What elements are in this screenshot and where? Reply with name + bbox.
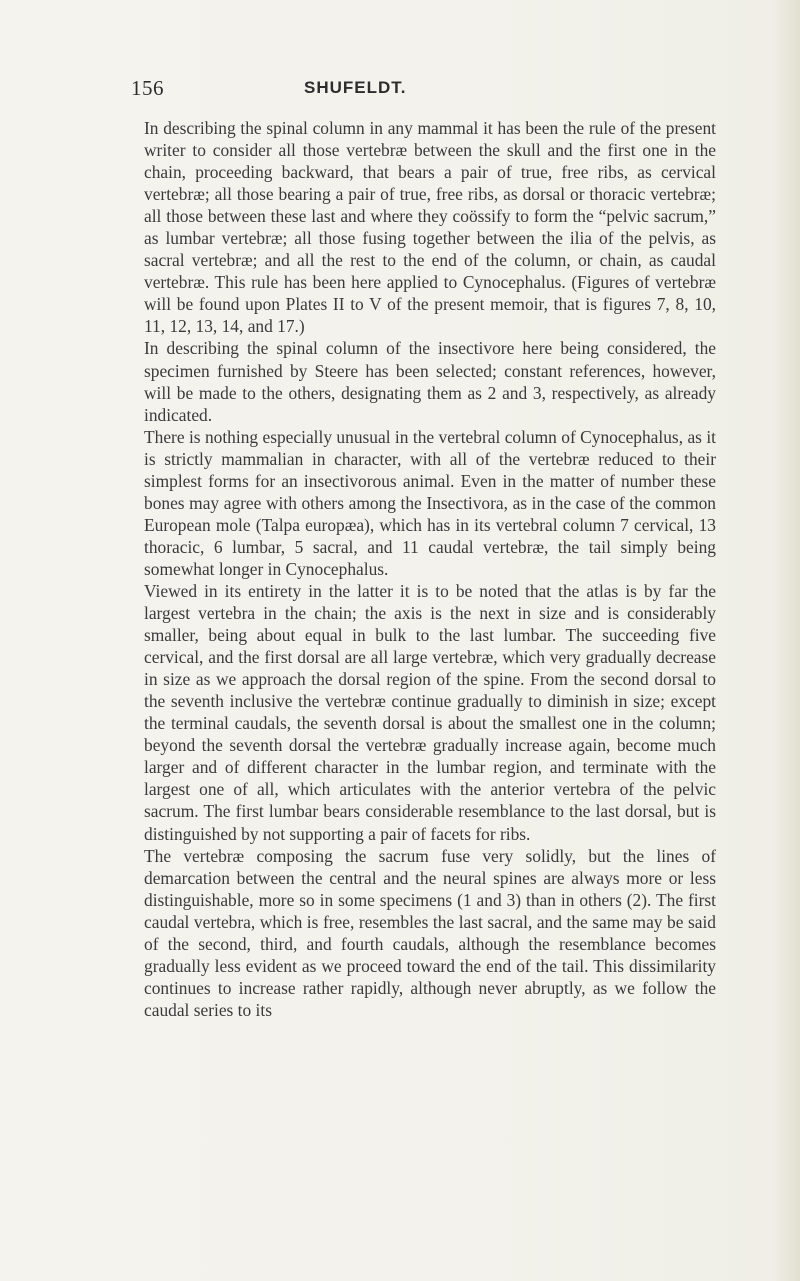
- paragraph-5: The vertebræ composing the sacrum fuse very solidly, but the lines of demarcation between the central and the neural spines are always more or less distinguishable, more so in some specimens (1 and 3) than in others (2). The first caudal vertebra, which is free, resembles the last sacral, and the same may be said of the second, third, and fourth caudals, although the resemblance becomes gradually less evident as we proceed toward the end of the tail. This dissimilarity continues to increase rather rapidly, although never abruptly, as we follow the caudal series to its: [144, 845, 716, 1020]
- body-text: [144, 117, 716, 1021]
- running-head: SHUFELDT.: [304, 78, 407, 97]
- paragraph-4: Viewed in its entirety in the latter it is to be noted that the atlas is by far the largest vertebra in the chain; the axis is the next in size and is considerably smaller, being about equal in bulk to the last lumbar. The succeeding five cervical, and the first dorsal are all large vertebræ, which very gradually decrease in size as we approach the dorsal region of the spine. From the second dorsal to the seventh inclusive the vertebræ continue gradually to diminish in size; except the terminal caudals, the seventh dorsal is about the smallest one in the column; beyond the seventh dorsal the vertebræ gradually increase again, become much larger and of different character in the lumbar region, and terminate with the largest one of all, which articulates with the anterior vertebra of the pelvic sacrum. The first lumbar bears considerable resemblance to the last dorsal, but is distinguished by not supporting a pair of facets for ribs.: [144, 580, 716, 844]
- page-edge-shadow: [774, 0, 800, 1281]
- paragraph-3: There is nothing especially unusual in the vertebral column of Cynocephalus, as it is strictly mammalian in character, with all of the vertebræ reduced to their simplest forms for an insectivorous animal. Even in the matter of number these bones may agree with others among the Insectivora, as in the case of the common European mole (Talpa europæa), which has in its vertebral column 7 cervical, 13 thoracic, 6 lumbar, 5 sacral, and 11 caudal vertebræ, the tail simply being somewhat longer in Cynocephalus.: [144, 426, 716, 579]
- paragraph-2: In describing the spinal column of the insectivore here being considered, the specimen furnished by Steere has been selected; constant references, however, will be made to the others, designating them as 2 and 3, respectively, as already indicated.: [144, 338, 716, 425]
- page-number: 156: [131, 76, 164, 100]
- paragraph-1: In describing the spinal column in any mammal it has been the rule of the present writer to consider all those vertebræ between the skull and the first one in the chain, proceeding backward, that bears a pair of true, free ribs, as cervical vertebræ; all those bearing a pair of true, free ribs, as dorsal or thoracic vertebræ; all those between these last and where they coössify to form the “pelvic sacrum,” as lumbar vertebræ; all those fusing together between the ilia of the pelvis, as sacral vertebræ; and all the rest to the end of the column, or chain, as caudal vertebræ. This rule has been here applied to Cynocephalus. (Figures of vertebræ will be found upon Plates II to V of the present memoir, that is figures 7, 8, 10, 11, 12, 13, 14, and 17.): [144, 118, 716, 337]
- page-header: [131, 76, 711, 106]
